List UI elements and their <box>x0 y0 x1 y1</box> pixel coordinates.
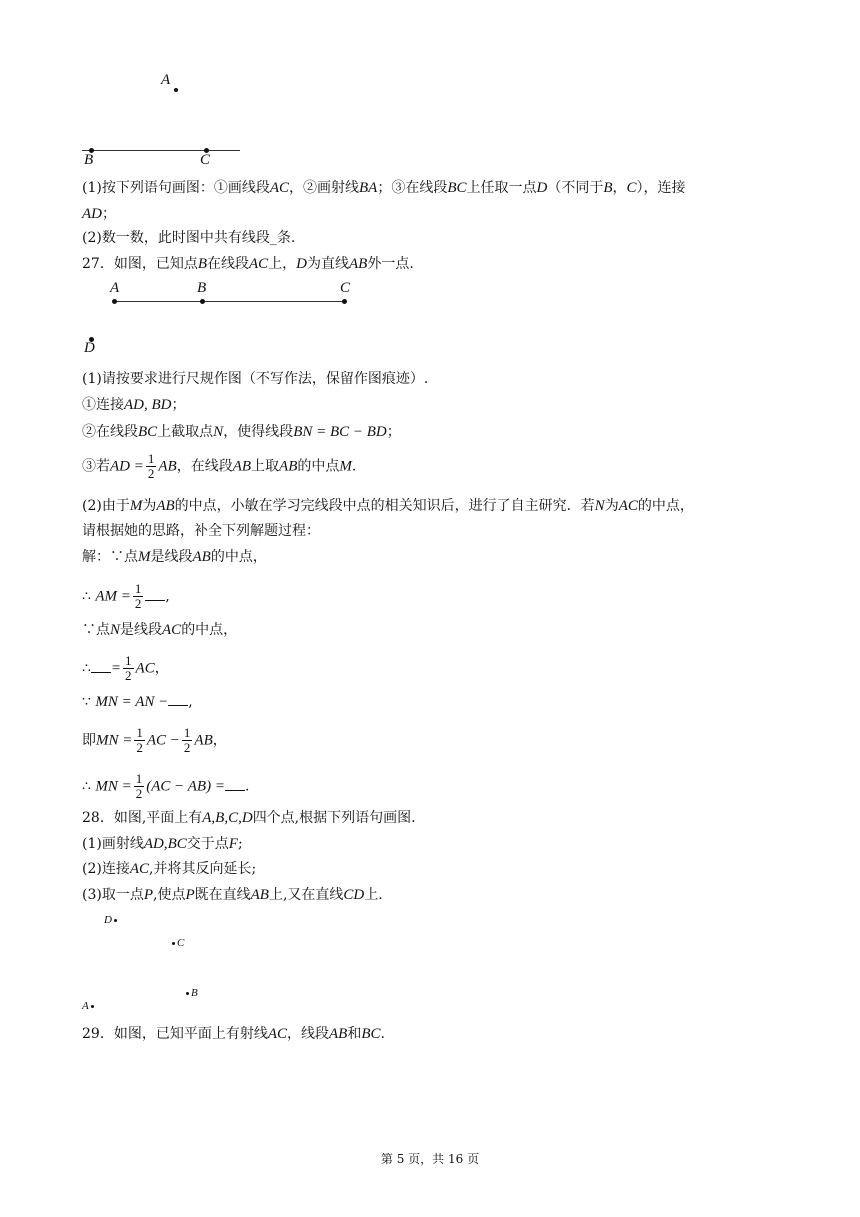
var: AB <box>194 732 213 749</box>
text: ，线段 <box>287 1026 329 1042</box>
var: D <box>296 256 308 272</box>
q28-part3 <box>82 885 383 905</box>
var: M <box>339 458 352 475</box>
text: (2)连接 <box>82 861 130 877</box>
fraction-half <box>134 726 145 755</box>
text: 的中点， <box>637 498 694 514</box>
point-c-dot <box>342 299 347 304</box>
var: F <box>228 836 238 852</box>
text: , <box>188 694 193 710</box>
text: ∵ <box>82 694 91 710</box>
text: ; <box>237 836 243 852</box>
var: BC <box>447 180 467 196</box>
q27-step3 <box>82 452 356 481</box>
q26-part1-cont <box>82 204 116 224</box>
text: ， <box>212 732 227 749</box>
var: AB <box>250 887 269 903</box>
var: AC <box>129 861 150 877</box>
text: ,并将其反向延长; <box>149 861 257 877</box>
text: 29．如图，已知平面上有射线 <box>82 1026 268 1042</box>
text: 的中点， <box>181 622 238 638</box>
denominator: 2 <box>134 596 142 611</box>
text: ； <box>386 424 401 440</box>
var: BA <box>359 180 378 196</box>
text: 四个点,根据下列语句画图. <box>252 810 416 826</box>
q28-stem <box>82 808 416 828</box>
text: 的中点， <box>210 549 267 565</box>
answer-blank[interactable] <box>225 778 245 791</box>
q27-step2 <box>82 422 401 442</box>
var: A,B,C,D <box>202 810 253 826</box>
text: ，②画射线 <box>289 180 360 196</box>
text: 上. <box>364 887 383 903</box>
denominator: 2 <box>183 740 191 755</box>
point-label-d: D <box>104 914 112 926</box>
text: (1)画射线 <box>82 836 144 852</box>
text: 为 <box>142 498 157 514</box>
q28-part1 <box>82 834 243 854</box>
text: ∵点 <box>82 622 110 638</box>
fraction-half <box>134 772 145 801</box>
var: AC <box>249 256 269 272</box>
text: （不同于 <box>547 180 604 196</box>
text: 为 <box>604 498 619 514</box>
fraction-half <box>146 452 157 481</box>
text: (1)按下列语句画图：①画线段 <box>82 180 270 196</box>
text: ∴ <box>82 588 91 605</box>
point-a-dot <box>112 299 117 304</box>
text: . <box>244 778 250 795</box>
point-label-b: B <box>197 280 207 296</box>
q27-part2-cont: 请根据她的思路，补全下列解题过程： <box>82 523 320 539</box>
text: 在线段 <box>207 256 249 272</box>
solution-line-7 <box>82 772 249 801</box>
point-label-c: C <box>200 152 211 168</box>
segment-ac <box>115 301 345 302</box>
numerator: 1 <box>147 451 155 466</box>
answer-blank[interactable] <box>168 693 188 706</box>
point-c-dot <box>172 942 175 945</box>
text: 即 <box>82 732 96 749</box>
var: AC <box>135 660 155 677</box>
q26-part2: (2)数一数，此时图中共有线段_条. <box>82 230 296 246</box>
point-label-b: B <box>84 152 94 168</box>
var: = <box>110 660 122 677</box>
text: ，使得线段 <box>223 424 294 440</box>
solution-line-5 <box>82 692 193 712</box>
var: AD = <box>110 458 144 475</box>
text: 为直线 <box>307 256 350 272</box>
solution-line-6 <box>82 726 227 755</box>
var: D <box>536 180 548 196</box>
var: AB <box>349 256 368 272</box>
text: 和 <box>347 1026 362 1042</box>
point-label-a: A <box>82 1000 89 1012</box>
var: AD, BD <box>124 397 172 413</box>
var: N <box>594 498 605 514</box>
text: ， <box>154 660 169 677</box>
numerator: 1 <box>136 725 143 740</box>
answer-blank[interactable] <box>91 660 111 673</box>
q26-part1 <box>82 178 686 198</box>
var: AB <box>156 498 175 514</box>
answer-blank[interactable] <box>145 588 165 601</box>
var: C <box>626 180 637 196</box>
var: N <box>213 424 224 440</box>
var: M <box>138 549 151 565</box>
point-d-dot <box>114 919 117 922</box>
point-label-c: C <box>340 280 351 296</box>
text: . <box>380 1026 385 1042</box>
text: 上取 <box>251 458 280 475</box>
fraction-half <box>133 582 144 611</box>
var: P <box>185 887 195 903</box>
text: 上， <box>268 256 297 272</box>
text: ； <box>102 206 116 222</box>
numerator: 1 <box>125 653 132 668</box>
var: AM = <box>95 588 131 605</box>
text: 是线段 <box>120 622 163 638</box>
text: ； <box>171 397 186 413</box>
q27-step1 <box>82 395 186 415</box>
q27-part2 <box>82 496 694 516</box>
text: 上,又在直线 <box>268 887 344 903</box>
solution-line-1 <box>82 547 267 567</box>
denominator: 2 <box>125 668 132 683</box>
denominator: 2 <box>136 740 143 755</box>
var: B <box>603 180 613 196</box>
var: AC <box>269 180 290 196</box>
var: MN = <box>96 732 133 749</box>
denominator: 2 <box>147 466 155 481</box>
text: 上任取一点 <box>466 180 537 196</box>
text: 交于点 <box>186 836 229 852</box>
text: ①连接 <box>82 397 124 413</box>
var: B <box>197 256 207 272</box>
numerator: 1 <box>134 581 142 596</box>
text: . <box>351 458 357 475</box>
numerator: 1 <box>183 725 191 740</box>
fraction-half <box>123 654 134 683</box>
solution-line-3 <box>82 620 237 640</box>
text: 28．如图,平面上有 <box>82 810 203 826</box>
var: AB <box>279 458 298 475</box>
q27-stem <box>82 254 414 274</box>
text: 的中点，小敏在学习完线段中点的相关知识后，进行了自主研究．若 <box>174 498 595 514</box>
text: 是线段 <box>150 549 193 565</box>
text: ,使点 <box>153 887 186 903</box>
var: BC <box>361 1026 381 1042</box>
var: MN = AN − <box>95 694 169 710</box>
var: AC <box>162 622 182 638</box>
var: AB <box>192 549 211 565</box>
text: (3)取一点 <box>82 887 144 903</box>
var: BN = BC − BD <box>293 424 387 440</box>
text: 的中点 <box>297 458 340 475</box>
text: ∴ <box>82 660 91 677</box>
text: 解：∵点 <box>82 549 138 565</box>
var: N <box>110 622 121 638</box>
var: BC <box>138 424 158 440</box>
point-b-dot <box>200 299 205 304</box>
var: AC <box>618 498 638 514</box>
q27-part1: (1)请按要求进行尺规作图（不写作法，保留作图痕迹）. <box>82 371 429 387</box>
point-label-b: B <box>191 987 198 999</box>
solution-line-4 <box>82 654 169 683</box>
page-footer: 第 5 页，共 16 页 <box>380 1152 480 1166</box>
var: AC − <box>146 732 180 749</box>
text: ，在线段 <box>176 458 233 475</box>
point-label-a: A <box>161 72 171 88</box>
line-bc <box>82 150 240 151</box>
var: AB <box>232 458 252 475</box>
text: ∴ <box>82 778 91 795</box>
text: , <box>165 588 170 605</box>
point-label-c: C <box>177 937 185 949</box>
fraction-half <box>182 726 193 755</box>
solution-line-2 <box>82 582 170 611</box>
var: AC <box>267 1026 287 1042</box>
text: ），连接 <box>636 180 686 196</box>
text: 外一点. <box>367 256 414 272</box>
var: P <box>143 887 154 903</box>
point-a-dot <box>91 1005 94 1008</box>
var: AB <box>329 1026 348 1042</box>
var: CD <box>343 887 365 903</box>
text: ②在线段 <box>82 424 138 440</box>
var: AD,BC <box>143 836 187 852</box>
text: 既在直线 <box>194 887 251 903</box>
text: ；③在线段 <box>377 180 448 196</box>
point-b-dot <box>186 992 189 995</box>
text: (2)由于 <box>82 498 130 514</box>
point-a-dot <box>174 88 178 92</box>
text: 上截取点 <box>157 424 214 440</box>
text: ③若 <box>82 458 110 475</box>
var: M <box>129 498 143 514</box>
q28-part2 <box>82 859 256 879</box>
text: ， <box>612 180 627 196</box>
point-label-d: D <box>84 340 95 356</box>
denominator: 2 <box>135 786 143 801</box>
numerator: 1 <box>135 771 143 786</box>
var: AD <box>82 206 102 222</box>
point-label-a: A <box>110 280 120 296</box>
var: MN = <box>95 778 132 795</box>
text: 27．如图，已知点 <box>82 256 198 272</box>
q29-stem <box>82 1024 385 1044</box>
var: AB <box>158 458 177 475</box>
var: (AC − AB) = <box>146 778 225 795</box>
